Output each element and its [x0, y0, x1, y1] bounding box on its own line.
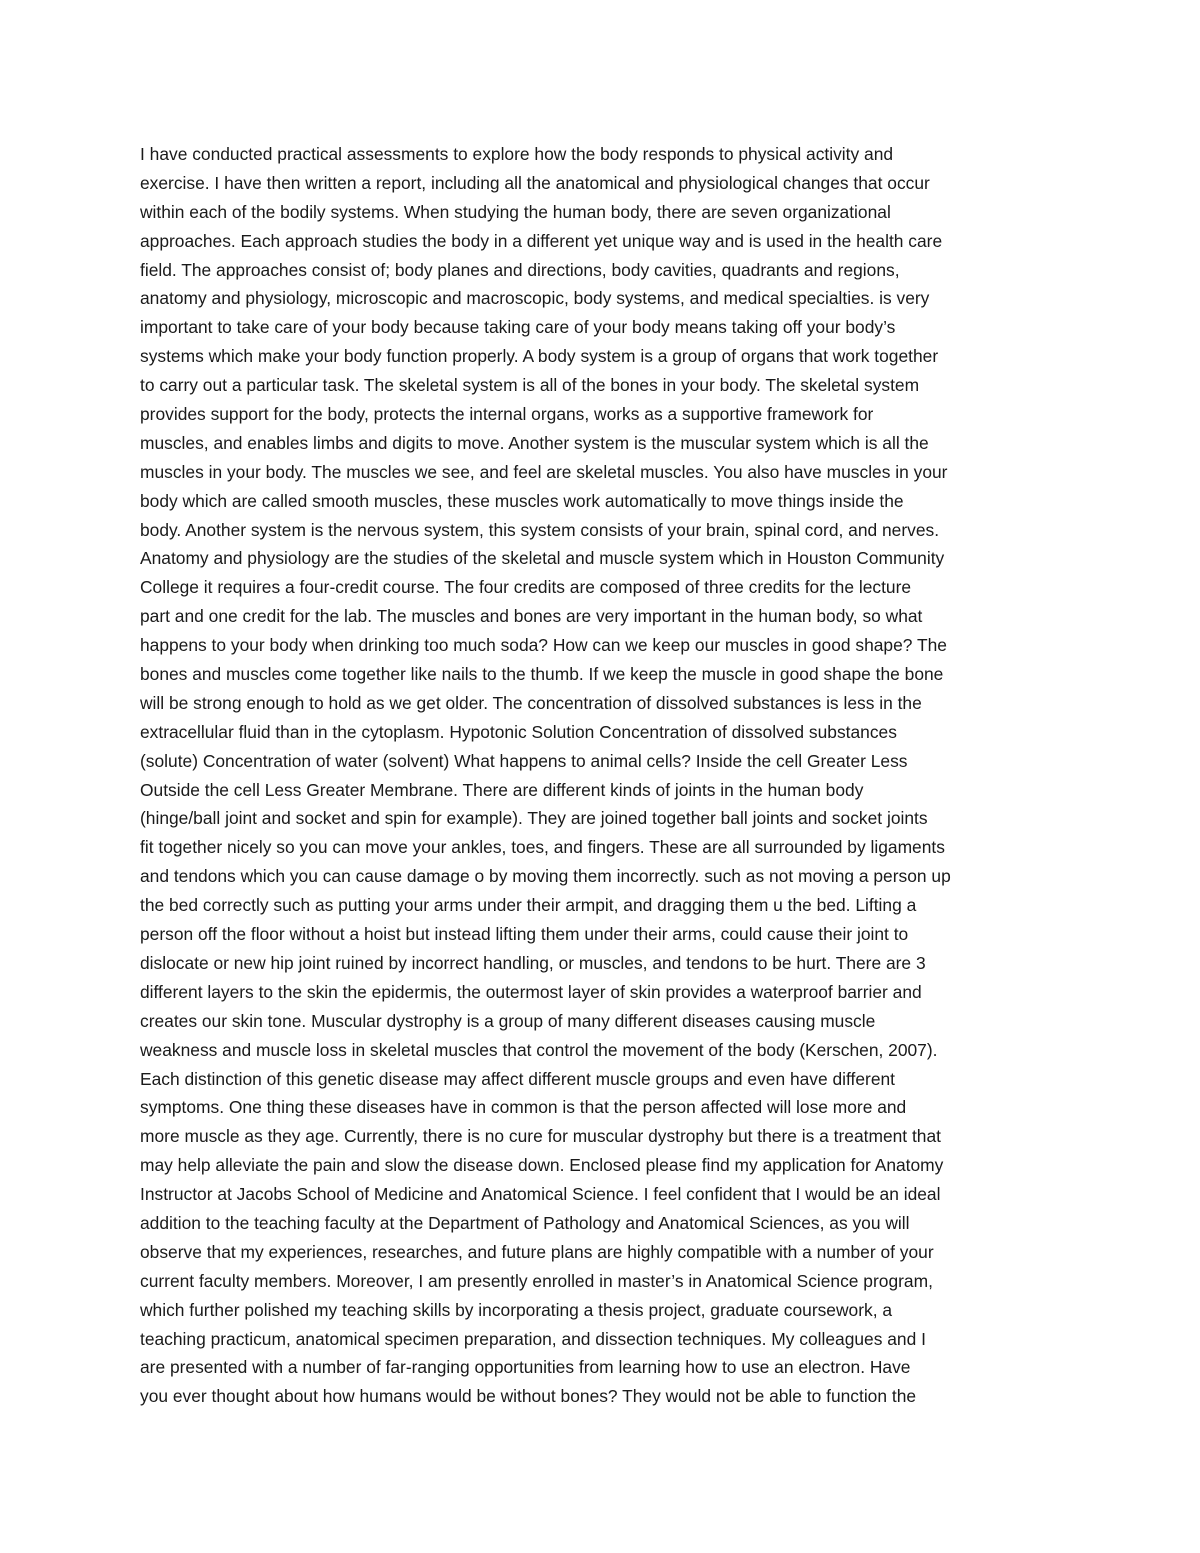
text-line: muscles, and enables limbs and digits to move. Another system is the muscular system which is all the: [140, 432, 929, 453]
text-line: will be strong enough to hold as we get older. The concentration of dissolved substances is less in the: [140, 692, 922, 713]
text-line: teaching practicum, anatomical specimen preparation, and dissection techniques. My colleagues and I: [140, 1328, 926, 1349]
text-line: body. Another system is the nervous system, this system consists of your brain, spinal cord, and nerves.: [140, 519, 940, 540]
text-line: I have conducted practical assessments to explore how the body responds to physical activity and: [140, 144, 894, 164]
text-line: extracellular fluid than in the cytoplasm. Hypotonic Solution Concentration of dissolved substances: [140, 721, 897, 742]
text-line: which further polished my teaching skills by incorporating a thesis project, graduate coursework, a: [140, 1299, 893, 1320]
text-line: (hinge/ball joint and socket and spin for example). They are joined together ball joints and socket joints: [140, 808, 928, 829]
text-line: may help alleviate the pain and slow the disease down. Enclosed please find my application for Anatomy: [140, 1155, 944, 1176]
text-line: dislocate or new hip joint ruined by incorrect handling, or muscles, and tendons to be hurt. There are 3: [140, 952, 926, 973]
text-line: more muscle as they age. Currently, there is no cure for muscular dystrophy but there is a treatment that: [140, 1126, 941, 1147]
text-line: part and one credit for the lab. The muscles and bones are very important in the human body, so what: [140, 606, 923, 627]
text-line: field. The approaches consist of; body planes and directions, body cavities, quadrants and regions,: [140, 259, 900, 280]
text-line: exercise. I have then written a report, including all the anatomical and physiological changes that occur: [140, 172, 930, 193]
text-line: systems which make your body function properly. A body system is a group of organs that work together: [140, 346, 939, 367]
text-line: approaches. Each approach studies the body in a different yet unique way and is used in the health care: [140, 230, 943, 251]
text-line: the bed correctly such as putting your arms under their armpit, and dragging them u the bed. Lifting a: [140, 895, 917, 916]
text-line: anatomy and physiology, microscopic and macroscopic, body systems, and medical specialties. is very: [140, 288, 930, 309]
text-line: creates our skin tone. Muscular dystrophy is a group of many different diseases causing muscle: [140, 1010, 876, 1031]
text-line: bones and muscles come together like nails to the thumb. If we keep the muscle in good shape the bone: [140, 664, 944, 685]
text-line: are presented with a number of far-ranging opportunities from learning how to use an electron. Have: [140, 1357, 911, 1378]
text-line: within each of the bodily systems. When studying the human body, there are seven organizational: [140, 201, 891, 222]
text-line: observe that my experiences, researches, and future plans are highly compatible with a number of your: [140, 1241, 934, 1262]
text-line: to carry out a particular task. The skeletal system is all of the bones in your body. The skeletal system: [140, 375, 920, 396]
text-line: current faculty members. Moreover, I am presently enrolled in master’s in Anatomical Science program,: [140, 1270, 933, 1291]
text-line: fit together nicely so you can move your ankles, toes, and fingers. These are all surrounded by ligaments: [140, 837, 945, 858]
text-line: and tendons which you can cause damage o by moving them incorrectly. such as not moving a person up: [140, 866, 951, 887]
body-text: [140, 140, 1070, 1411]
text-line: addition to the teaching faculty at the Department of Pathology and Anatomical Sciences, as you will: [140, 1212, 910, 1233]
text-line: College it requires a four-credit course. The four credits are composed of three credits for the lecture: [140, 577, 912, 598]
text-line: symptoms. One thing these diseases have in common is that the person affected will lose more and: [140, 1097, 907, 1118]
text-line: Each distinction of this genetic disease may affect different muscle groups and even have different: [140, 1068, 896, 1089]
text-line: (solute) Concentration of water (solvent) What happens to animal cells? Inside the cell Greater Less: [140, 750, 908, 771]
text-line: you ever thought about how humans would be without bones? They would not be able to function the: [140, 1386, 917, 1407]
text-line: weakness and muscle loss in skeletal muscles that control the movement of the body (Kerschen, 2007).: [140, 1039, 938, 1060]
text-line: muscles in your body. The muscles we see, and feel are skeletal muscles. You also have muscles in your: [140, 461, 948, 482]
text-line: important to take care of your body because taking care of your body means taking off your body’s: [140, 317, 896, 338]
text-line: Outside the cell Less Greater Membrane. There are different kinds of joints in the human body: [140, 779, 864, 800]
text-line: different layers to the skin the epidermis, the outermost layer of skin provides a waterproof barrier and: [140, 981, 922, 1002]
text-line: provides support for the body, protects the internal organs, works as a supportive framework for: [140, 404, 874, 425]
text-line: body which are called smooth muscles, these muscles work automatically to move things inside the: [140, 490, 904, 511]
text-line: Instructor at Jacobs School of Medicine and Anatomical Science. I feel confident that I would be an ideal: [140, 1184, 941, 1205]
text-line: Anatomy and physiology are the studies of the skeletal and muscle system which in Houston Community: [140, 548, 945, 569]
text-line: person off the floor without a hoist but instead lifting them under their arms, could cause their joint to: [140, 924, 909, 945]
text-line: happens to your body when drinking too much soda? How can we keep our muscles in good shape? The: [140, 635, 947, 656]
